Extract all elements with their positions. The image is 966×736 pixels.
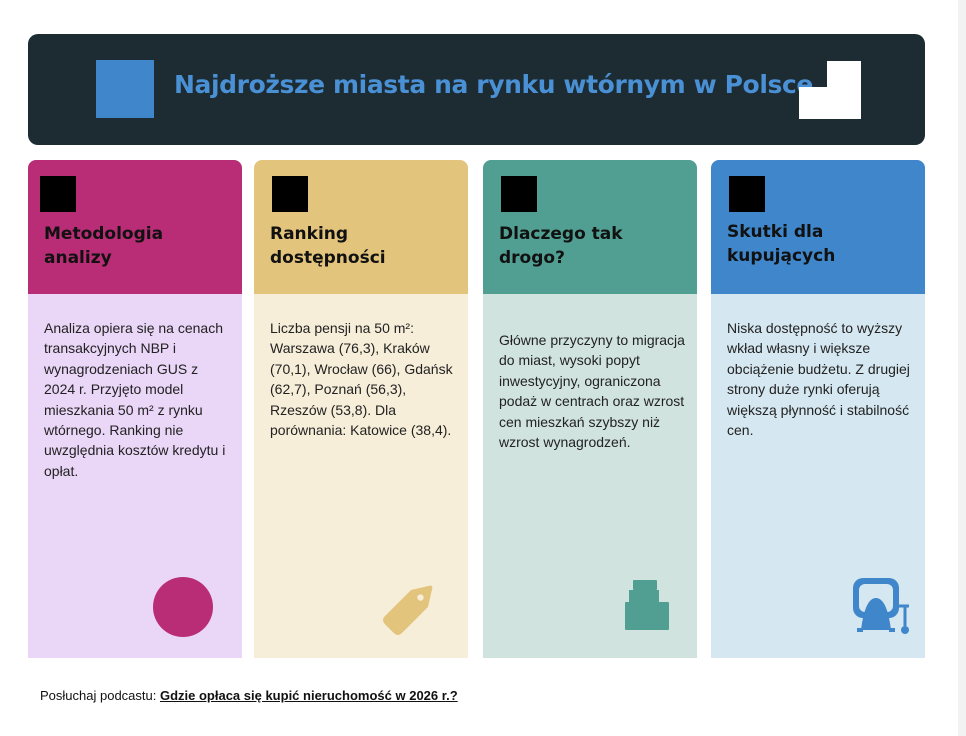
card-header bbox=[483, 160, 697, 294]
card-heading: Dlaczego tak drogo? bbox=[499, 224, 623, 268]
black-square-icon bbox=[729, 176, 765, 212]
card-text: Analiza opiera się na cenach transakcyjnych NBP i wynagrodzeniach GUS z 2024 r. Przyjęto model mieszkania 50 m² z rynku wtórnego. Ranking nie uwzględnia kosztów kredytu i opłat. bbox=[44, 320, 226, 479]
black-square-icon bbox=[40, 176, 76, 212]
card-ranking bbox=[254, 160, 468, 658]
title-banner bbox=[28, 34, 925, 145]
page-edge-strip bbox=[958, 0, 966, 736]
card-body bbox=[483, 294, 697, 658]
card-effects bbox=[711, 160, 925, 658]
black-square-icon bbox=[501, 176, 537, 212]
card-text: Liczba pensji na 50 m²: Warszawa (76,3), Kraków (70,1), Wrocław (66), Gdańsk (62,7), Poznań (56,3), Rzeszów (53,8). Dla porównania: Katowice (38,4). bbox=[270, 320, 453, 439]
card-why-expensive bbox=[483, 160, 697, 658]
card-text: Niska dostępność to wyższy wkład własny i większe obciążenie budżetu. Z drugiej strony duże rynki oferują większą płynność i stabilność cen. bbox=[727, 320, 910, 439]
card-heading: Metodologia analizy bbox=[44, 224, 164, 268]
washing-machine-icon bbox=[851, 576, 913, 638]
card-header bbox=[711, 160, 925, 294]
footer-prefix: Posłuchaj podcastu: bbox=[40, 688, 160, 703]
podcast-footer bbox=[40, 688, 458, 703]
black-square-icon bbox=[272, 176, 308, 212]
card-body bbox=[28, 294, 242, 658]
card-body bbox=[254, 294, 468, 658]
card-body bbox=[711, 294, 925, 658]
card-header bbox=[28, 160, 242, 294]
price-tag-icon bbox=[380, 574, 444, 638]
cash-register-icon bbox=[623, 580, 673, 632]
card-methodology bbox=[28, 160, 242, 658]
circle-icon bbox=[152, 576, 214, 638]
card-text: Główne przyczyny to migracja do miast, wysoki popyt inwestycyjny, ograniczona podaż w centrach oraz wzrost cen mieszkań szybszy niż wzrost wynagrodzeń. bbox=[499, 332, 685, 451]
card-heading: Skutki dla kupujących bbox=[727, 222, 836, 266]
podcast-link[interactable]: Gdzie opłaca się kupić nieruchomość w 2026 r.? bbox=[159, 688, 458, 703]
card-header bbox=[254, 160, 468, 294]
page-title: Najdroższe miasta na rynku wtórnym w Polsce bbox=[174, 70, 813, 99]
card-heading: Ranking dostępności bbox=[270, 224, 386, 268]
stairs-icon bbox=[799, 61, 861, 119]
blue-square-icon bbox=[96, 60, 154, 118]
